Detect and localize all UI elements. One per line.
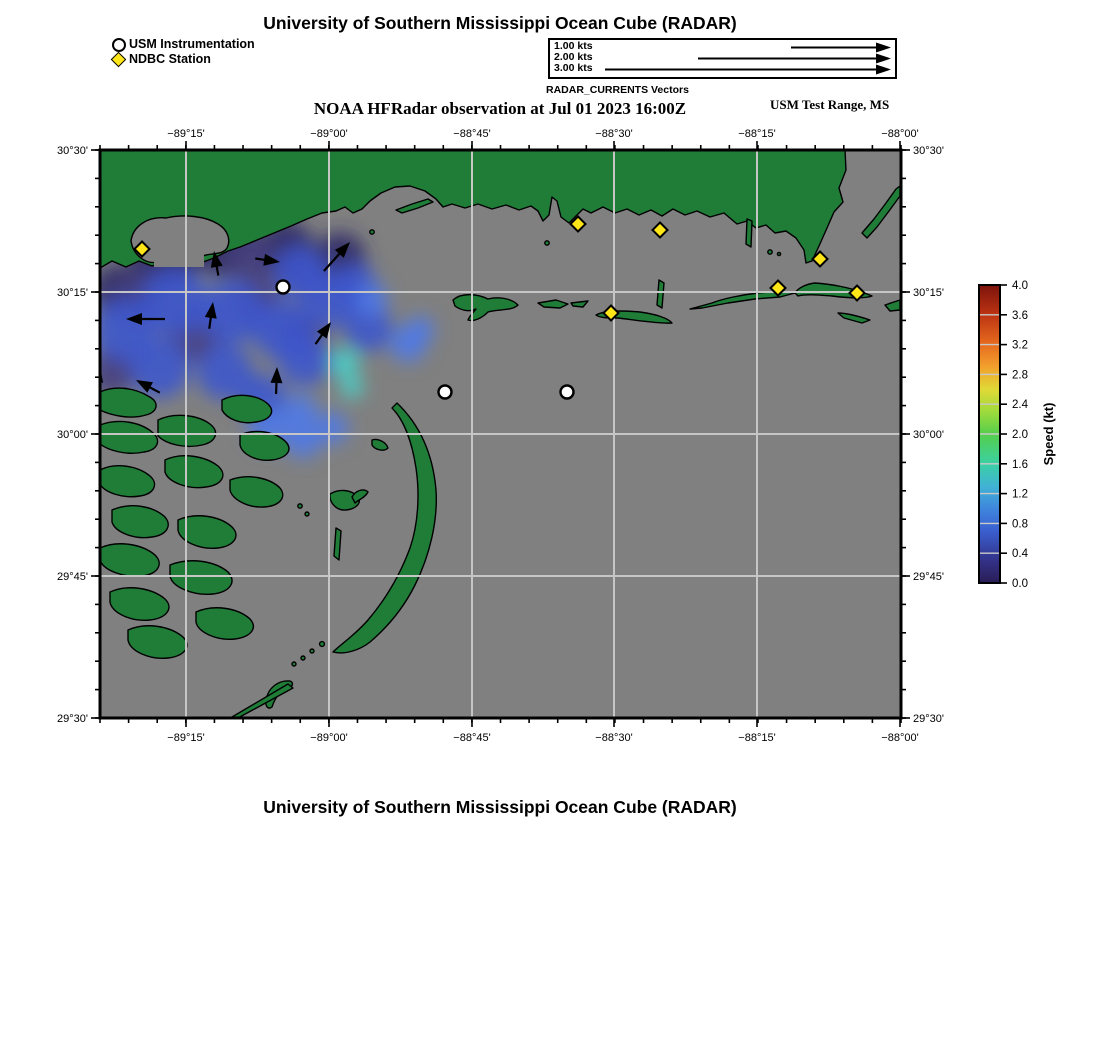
speed-blob <box>130 338 190 398</box>
lake-inlet <box>154 251 204 267</box>
axis-label-lat: 29°30' <box>913 713 944 725</box>
figure-title-top: University of Southern Mississippi Ocean Cube (RADAR) <box>263 13 737 33</box>
islet <box>370 230 374 234</box>
speed-blob <box>406 316 434 344</box>
axis-label-lon: −88°15' <box>738 732 776 744</box>
vector-scale-1kt-label: 1.00 kts <box>554 40 593 52</box>
axis-label-lon: −89°00' <box>310 128 348 140</box>
axis-label-lat: 29°45' <box>913 571 944 583</box>
round-island <box>657 280 664 308</box>
figure-title-bottom: University of Southern Mississippi Ocean Cube (RADAR) <box>263 797 737 817</box>
axis-label-lat: 29°30' <box>57 713 88 725</box>
arrow-tail <box>96 379 98 389</box>
islet <box>320 642 325 647</box>
colorbar-tick-label: 3.6 <box>1012 309 1028 322</box>
axis-label-lon: −88°45' <box>453 128 491 140</box>
sound-island <box>334 528 341 560</box>
axis-label-lat: 30°00' <box>913 429 944 441</box>
axis-label-lat: 30°00' <box>57 429 88 441</box>
coastal-sliver <box>746 219 752 247</box>
colorbar-tick-label: 0.0 <box>1012 578 1028 590</box>
colorbar-tick-label: 0.8 <box>1012 518 1028 531</box>
islet <box>301 656 305 660</box>
axis-label-lon: −89°15' <box>167 732 205 744</box>
legend-label-usm: USM Instrumentation <box>129 36 255 51</box>
colorbar-tick-label: 2.8 <box>1012 369 1028 382</box>
usm-station-marker <box>561 386 574 399</box>
axis-label-lon: −88°30' <box>595 732 633 744</box>
axis-label-lon: −88°45' <box>453 732 491 744</box>
vector-scale-2kt-label: 2.00 kts <box>554 51 593 63</box>
colorbar-tick-label: 1.6 <box>1012 458 1028 471</box>
colorbar-axis-label: Speed (kt) <box>1041 402 1056 466</box>
islet <box>545 241 549 245</box>
vector-scale-3kt-label: 3.00 kts <box>554 62 593 74</box>
speed-blob <box>331 349 359 377</box>
observation-subtitle: NOAA HFRadar observation at Jul 01 2023 16:00Z <box>313 99 687 118</box>
speed-blob <box>282 394 318 430</box>
speed-blob <box>279 334 331 386</box>
colorbar-tick-label: 3.2 <box>1012 339 1028 352</box>
speed-blob <box>356 284 388 316</box>
islet <box>292 662 296 666</box>
test-range-label: USM Test Range, MS <box>770 97 890 112</box>
legend-label-ndbc: NDBC Station <box>129 51 211 66</box>
axis-label-lon: −88°30' <box>595 128 633 140</box>
colorbar-tick-label: 4.0 <box>1012 280 1028 292</box>
speed-blob <box>141 268 209 336</box>
speed-blob <box>341 376 363 398</box>
vector-scale-caption: RADAR_CURRENTS Vectors <box>546 84 689 96</box>
axis-label-lon: −88°15' <box>738 128 776 140</box>
axis-label-lat: 30°15' <box>57 287 88 299</box>
axis-label-lat: 29°45' <box>57 571 88 583</box>
speed-blob <box>316 412 348 444</box>
islet <box>768 250 772 254</box>
colorbar-tick-label: 2.4 <box>1012 399 1028 412</box>
axis-label-lon: −88°00' <box>881 732 919 744</box>
islet <box>777 252 780 255</box>
axis-label-lat: 30°15' <box>913 287 944 299</box>
colorbar-tick-label: 2.0 <box>1012 429 1028 441</box>
islet <box>298 504 302 508</box>
colorbar-tick-label: 1.2 <box>1012 488 1028 501</box>
axis-label-lat: 30°30' <box>57 145 88 157</box>
colorbar <box>979 280 1056 590</box>
axis-label-lon: −89°00' <box>310 732 348 744</box>
colorbar-tick-label: 0.4 <box>1012 548 1028 561</box>
islet <box>305 512 309 516</box>
axis-label-lon: −89°15' <box>167 128 205 140</box>
usm-station-marker <box>277 281 290 294</box>
axis-label-lat: 30°30' <box>913 145 944 157</box>
usm-station-marker <box>439 386 452 399</box>
islet <box>310 649 314 653</box>
axis-label-lon: −88°00' <box>881 128 919 140</box>
